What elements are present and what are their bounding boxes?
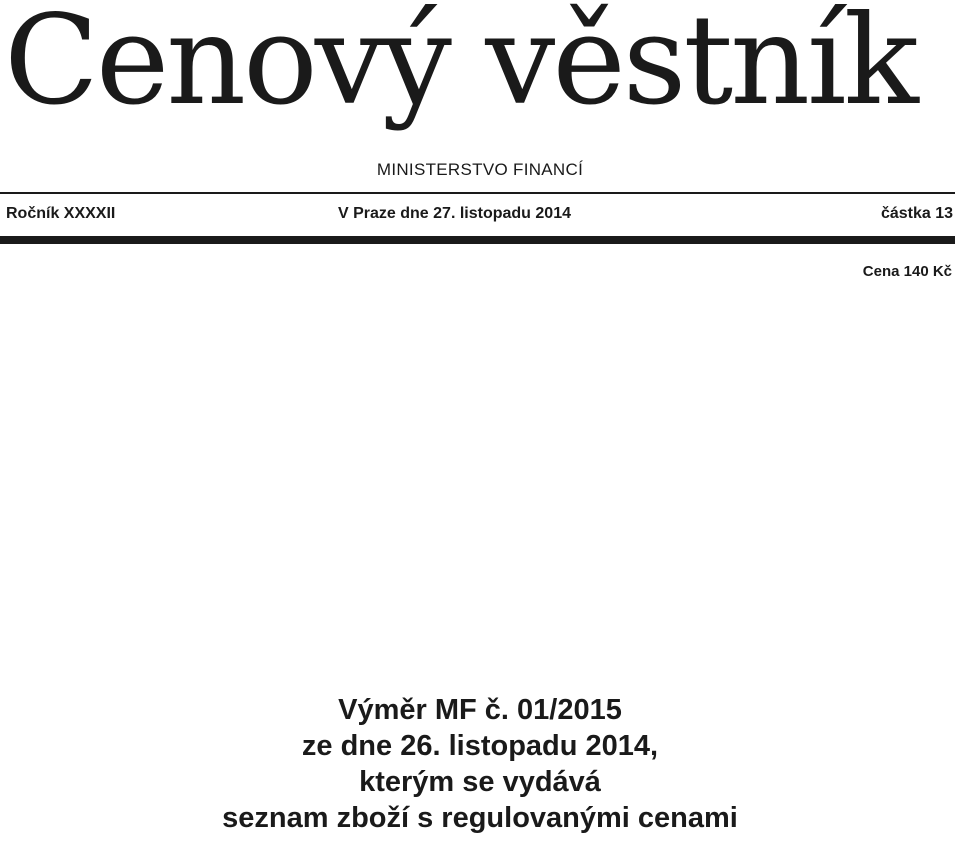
decree-title: Výměr MF č. 01/2015	[338, 694, 622, 726]
masthead-title: Cenový věstník	[4, 0, 916, 133]
publisher-name: MINISTERSTVO FINANCÍ	[376, 160, 584, 179]
decree-heading	[0, 692, 960, 836]
volume-label: Ročník XXXXII	[6, 205, 116, 222]
issue-part-number: částka 13	[880, 205, 953, 222]
decree-date: ze dne 26. listopadu 2014,	[301, 730, 659, 762]
header-divider-thin	[0, 192, 955, 194]
issue-place-date: V Praze dne 27. listopadu 2014	[338, 205, 571, 222]
decree-subtitle: kterým se vydává	[359, 766, 601, 798]
issue-price: Cena 140 Kč	[862, 263, 952, 280]
decree-subject: seznam zboží s regulovanými cenami	[222, 802, 738, 834]
issue-info-row	[0, 205, 955, 227]
header-divider-thick	[0, 236, 955, 244]
